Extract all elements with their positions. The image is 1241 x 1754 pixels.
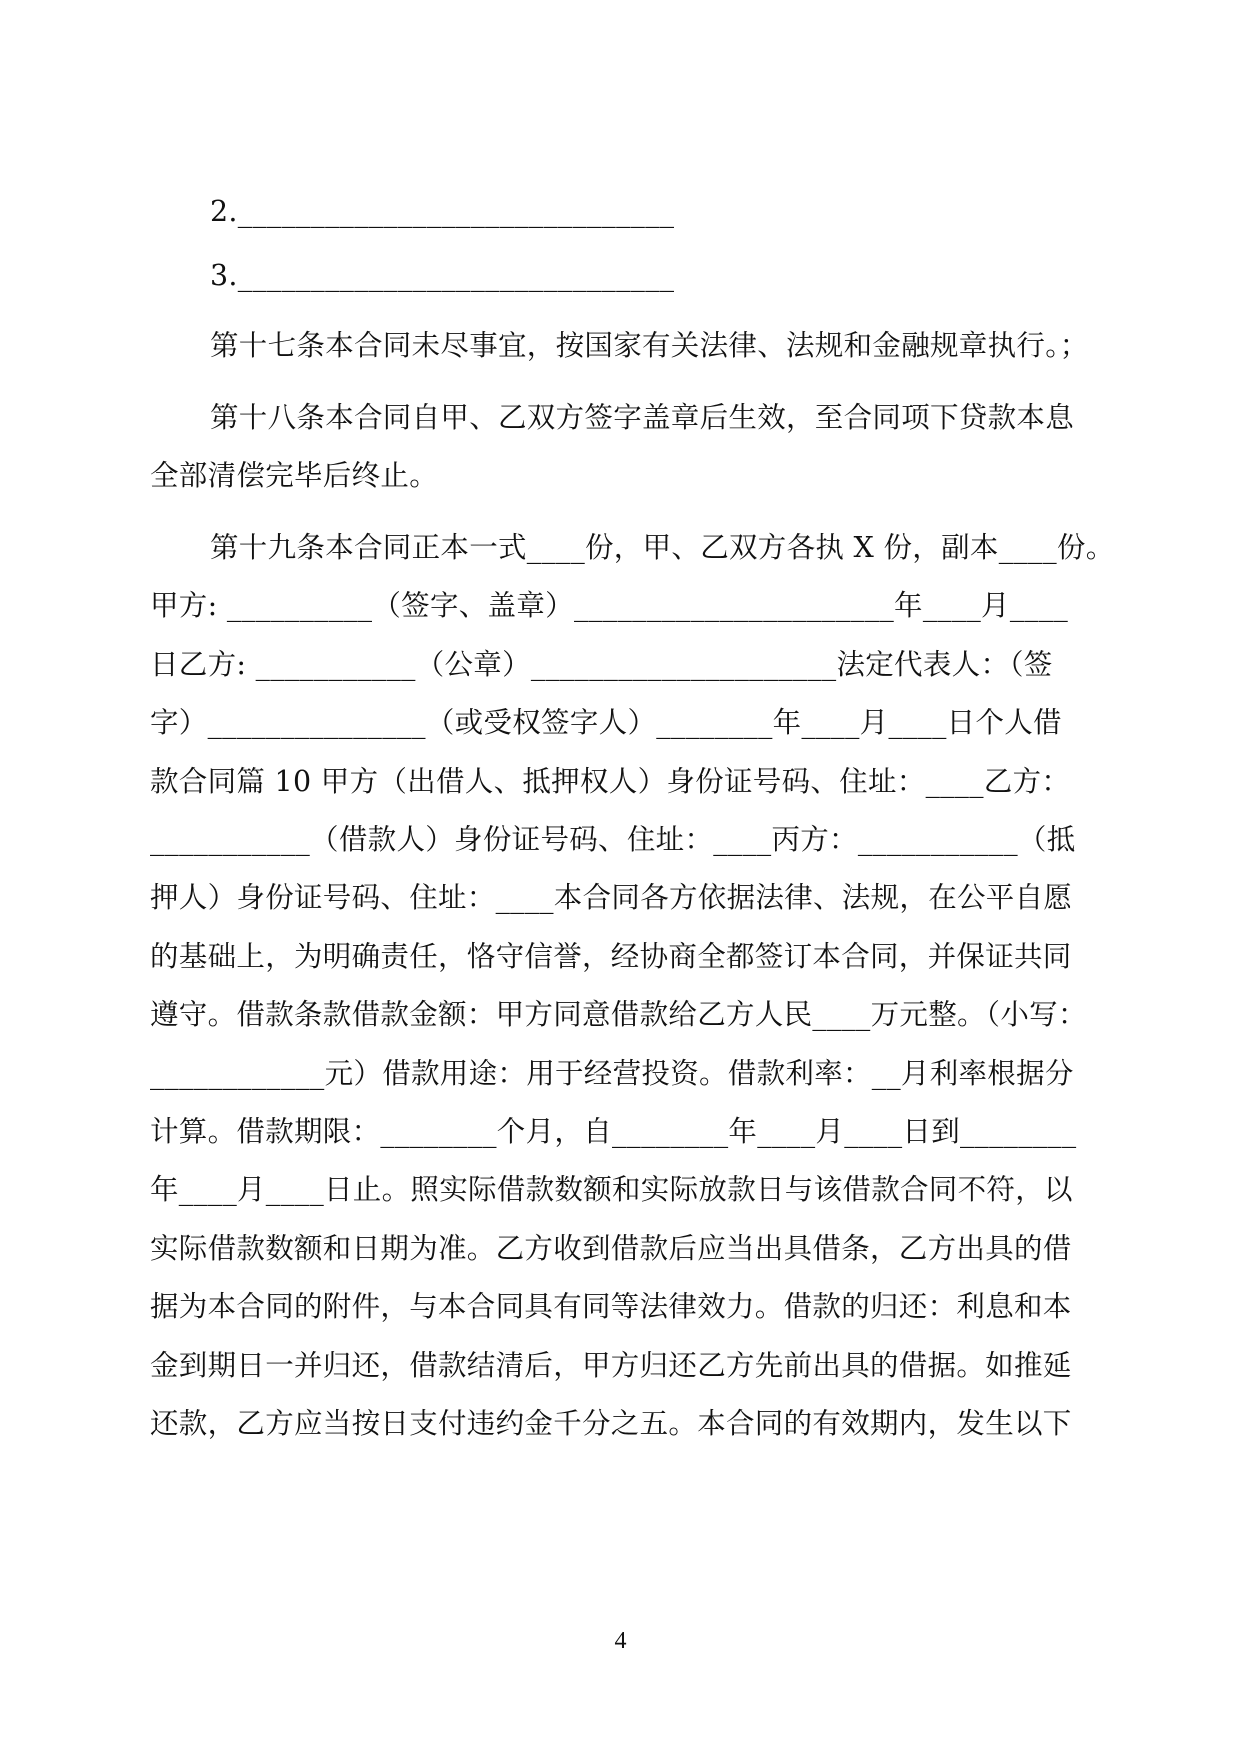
body-line: 据为本合同的附件，与本合同具有同等法律效力。借款的归还：利息和本	[150, 1290, 1072, 1323]
article-19: 第十九条本合同正本一式____份，甲、乙双方各执 X 份，副本____份。	[210, 531, 1115, 564]
article-18-line-2: 全部清偿完毕后终止。	[150, 459, 439, 492]
body-line: 字）_______________（或受权签字人）________年____月____日个人借	[150, 706, 1062, 739]
article-18-line-1: 第十八条本合同自甲、乙双方签字盖章后生效，至合同项下贷款本息	[210, 401, 1075, 434]
body-line: 实际借款数额和日期为准。乙方收到借款后应当出具借条，乙方出具的借	[150, 1232, 1072, 1265]
body-line: ___________（借款人）身份证号码、住址：____丙方：___________（抵	[150, 823, 1076, 856]
blank-item-3: 3.______________________________	[210, 259, 675, 292]
body-line: 还款，乙方应当按日支付违约金千分之五。本合同的有效期内，发生以下	[150, 1407, 1072, 1440]
body-line: 遵守。借款条款借款金额：甲方同意借款给乙方人民____万元整。（小写：	[150, 998, 1087, 1031]
body-line: 款合同篇 10 甲方（出借人、抵押权人）身份证号码、住址：____乙方：	[150, 765, 1071, 798]
body-line: 年____月____日止。照实际借款数额和实际放款日与该借款合同不符，以	[150, 1173, 1073, 1206]
body-line: 日乙方: ___________（公章）_____________________法定代表人：（签	[150, 648, 1053, 681]
body-line: 金到期日一并归还，借款结清后，甲方归还乙方先前出具的借据。如推延	[150, 1349, 1072, 1382]
body-line: 押人）身份证号码、住址：____本合同各方依据法律、法规，在公平自愿	[150, 881, 1073, 914]
blank-item-2: 2.______________________________	[210, 195, 675, 228]
body-line: 计算。借款期限：________个月，自________年____月____日到________	[150, 1115, 1077, 1148]
body-line: 甲方: __________（签字、盖章）______________________年____月____	[150, 589, 1069, 622]
body-line: ____________元）借款用途：用于经营投资。借款利率：__月利率根据分	[150, 1057, 1074, 1090]
article-17: 第十七条本合同未尽事宜，按国家有关法律、法规和金融规章执行。；	[210, 329, 1089, 362]
page-number: 4	[614, 1628, 627, 1654]
body-line: 的基础上，为明确责任，恪守信誉，经协商全都签订本合同，并保证共同	[150, 940, 1072, 973]
